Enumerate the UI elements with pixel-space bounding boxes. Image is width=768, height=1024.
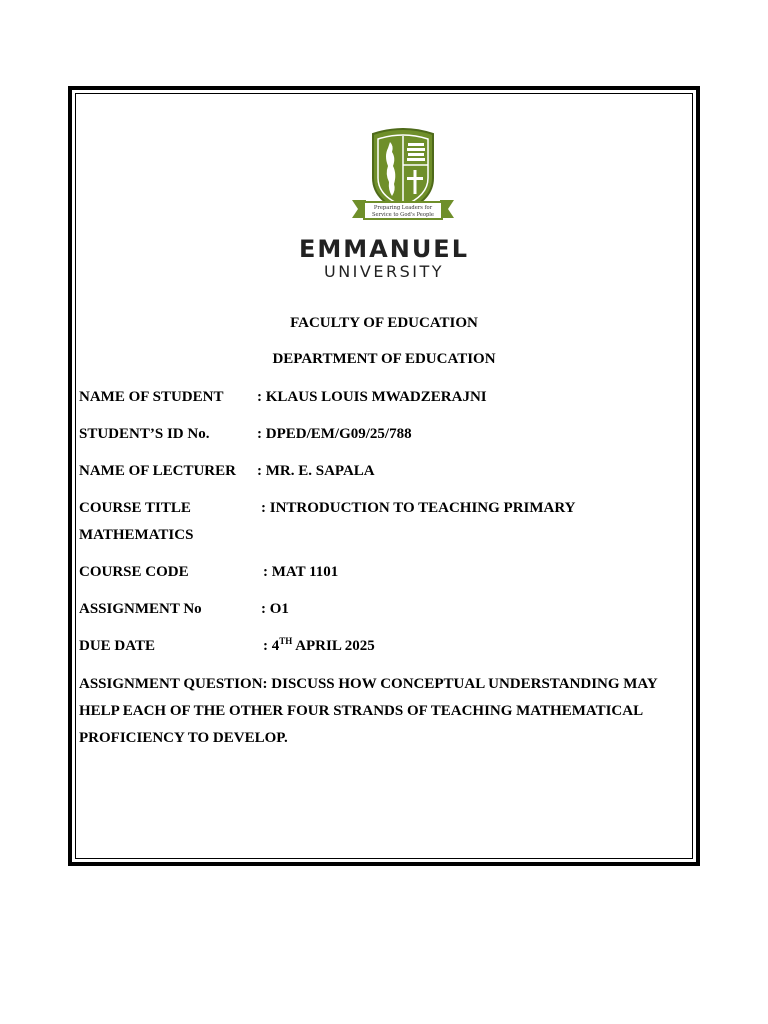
- student-id-value: : DPED/EM/G09/25/788: [257, 426, 412, 442]
- course-title-value: : INTRODUCTION TO TEACHING PRIMARY: [261, 500, 576, 516]
- lecturer-value: : MR. E. SAPALA: [257, 463, 375, 479]
- due-date-day: : 4: [263, 638, 280, 654]
- course-code-value: : MAT 1101: [263, 564, 339, 580]
- university-crest-logo: [350, 128, 456, 224]
- books-icon: [408, 143, 424, 146]
- lecturer-label: NAME OF LECTURER: [79, 463, 236, 479]
- student-id-row: [79, 426, 412, 443]
- course-title-continuation: MATHEMATICS: [79, 527, 194, 543]
- assignment-question: ASSIGNMENT QUESTION: DISCUSS HOW CONCEPTUAL UNDERSTANDING MAY HELP EACH OF THE OTHER FOUR STRANDS OF TEACHING MATHEMATICAL PROFICIENCY TO DEVELOP.: [79, 676, 658, 746]
- motto-line-2: Service to God's People: [372, 212, 434, 218]
- student-name-label: NAME OF STUDENT: [79, 389, 224, 405]
- student-name-value: : KLAUS LOUIS MWADZERAJNI: [257, 389, 487, 405]
- university-name: EMMANUEL: [299, 235, 469, 263]
- motto-line-1: Preparing Leaders for: [373, 205, 433, 211]
- due-date-ordinal: TH: [279, 636, 293, 646]
- department-heading: DEPARTMENT OF EDUCATION: [272, 351, 496, 367]
- course-code-label: COURSE CODE: [79, 564, 189, 580]
- due-date-month-year: APRIL 2025: [292, 638, 375, 654]
- assignment-no-value: : O1: [261, 601, 289, 617]
- cross-icon: [414, 170, 417, 194]
- assignment-no-label: ASSIGNMENT No: [79, 601, 202, 617]
- course-code-row: [79, 564, 339, 581]
- lecturer-row: [79, 463, 375, 480]
- due-date-value: [263, 638, 375, 655]
- due-date-label: DUE DATE: [79, 638, 155, 654]
- university-subname: UNIVERSITY: [324, 262, 444, 281]
- course-title-row: [79, 500, 576, 517]
- assignment-no-row: [79, 601, 289, 618]
- student-name-row: [79, 389, 487, 406]
- course-title-label: COURSE TITLE: [79, 500, 191, 516]
- due-date-row: [79, 636, 375, 655]
- student-id-label: STUDENT’S ID No.: [79, 426, 210, 442]
- faculty-heading: FACULTY OF EDUCATION: [290, 315, 478, 331]
